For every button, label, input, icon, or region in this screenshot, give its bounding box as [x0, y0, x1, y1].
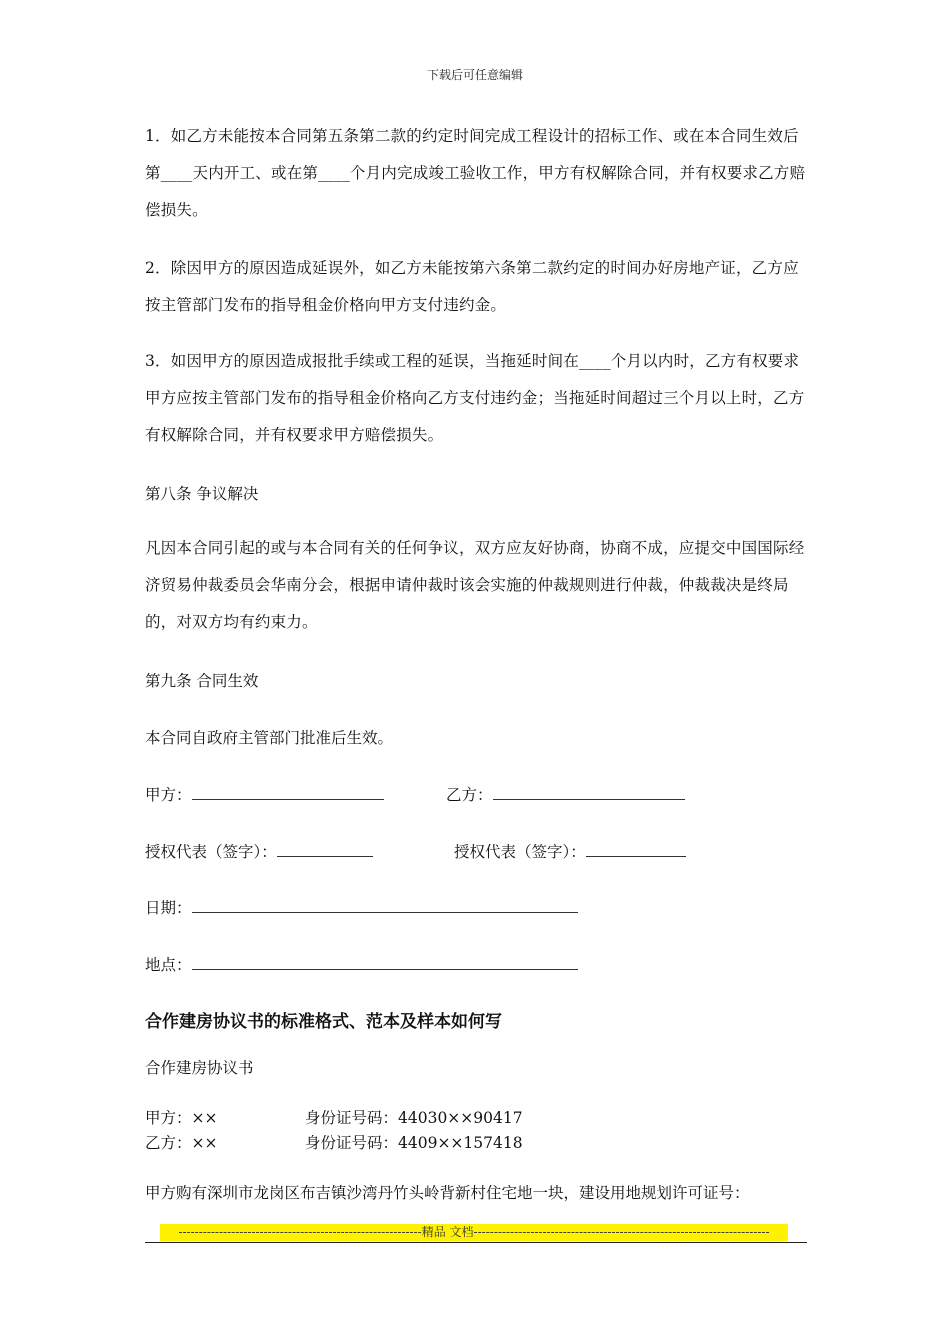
- article-8-body: 凡因本合同引起的或与本合同有关的任何争议，双方应友好协商，协商不成，应提交中国国际经济贸易仲裁委员会华南分会，根据申请仲裁时该会实施的仲裁规则进行仲裁，仲裁裁决是终局的，对双方均有约束力。: [145, 539, 805, 631]
- party-b-blank[interactable]: [493, 785, 685, 800]
- footer-dashes-left: ------------------------------------------------------------: [178, 1225, 422, 1239]
- date-row: [145, 897, 578, 919]
- section-2-heading: 合作建房协议书的标准格式、范本及样本如何写: [145, 1012, 502, 1032]
- party-b-signature-row: [446, 784, 685, 806]
- party-a-label: 甲方：: [145, 786, 192, 804]
- party-b-id-number: 身份证号码：4409××157418: [305, 1134, 523, 1152]
- party-a-signature-row: [145, 784, 384, 806]
- page-header-note: 下载后可任意编辑: [426, 68, 523, 82]
- article-9-body: 本合同自政府主管部门批准后生效。: [145, 729, 394, 747]
- rep-a-signature-row: [145, 841, 373, 863]
- party-a-identity-label: 甲方：××: [145, 1109, 218, 1127]
- place-label: 地点：: [145, 956, 192, 974]
- rep-a-blank[interactable]: [277, 842, 373, 857]
- footer-band: [160, 1224, 788, 1241]
- rep-b-signature-row: [454, 841, 686, 863]
- date-label: 日期：: [145, 899, 192, 917]
- party-b-identity-label: 乙方：××: [145, 1134, 218, 1152]
- place-row: [145, 954, 578, 976]
- footer-dashes-right: -------------------------------------------------------------------------: [473, 1225, 770, 1239]
- article-9-title: 第九条 合同生效: [145, 672, 259, 690]
- clause-1: 1．如乙方未能按本合同第五条第二款的约定时间完成工程设计的招标工作、或在本合同生效后第____天内开工、或在第____个月内完成竣工验收工作，甲方有权解除合同，并有权要求乙方赔偿损失。: [145, 127, 806, 219]
- rep-a-label: 授权代表（签字）：: [145, 843, 277, 861]
- land-intro-text: 甲方购有深圳市龙岗区布吉镇沙湾丹竹头岭背新村住宅地一块，建设用地规划许可证号：: [145, 1184, 750, 1202]
- agreement-title: 合作建房协议书: [145, 1059, 254, 1077]
- place-blank[interactable]: [192, 955, 578, 970]
- party-a-blank[interactable]: [192, 785, 384, 800]
- party-a-id-number: 身份证号码：44030××90417: [305, 1109, 523, 1127]
- clause-2: 2．除因甲方的原因造成延误外，如乙方未能按第六条第二款约定的时间办好房地产证，乙方应按主管部门发布的指导租金价格向甲方支付违约金。: [145, 259, 799, 314]
- article-8-title: 第八条 争议解决: [145, 485, 259, 503]
- footer-rule: [145, 1242, 807, 1243]
- rep-b-label: 授权代表（签字）：: [454, 843, 586, 861]
- footer-label: 精品 文档: [421, 1225, 474, 1239]
- clause-3: 3．如因甲方的原因造成报批手续或工程的延误，当拖延时间在____个月以内时，乙方有权要求甲方应按主管部门发布的指导租金价格向乙方支付违约金；当拖延时间超过三个月以上时，乙方有权解除合同，并有权要求甲方赔偿损失。: [145, 352, 805, 444]
- party-b-label: 乙方：: [446, 786, 493, 804]
- date-blank[interactable]: [192, 898, 578, 913]
- rep-b-blank[interactable]: [586, 842, 686, 857]
